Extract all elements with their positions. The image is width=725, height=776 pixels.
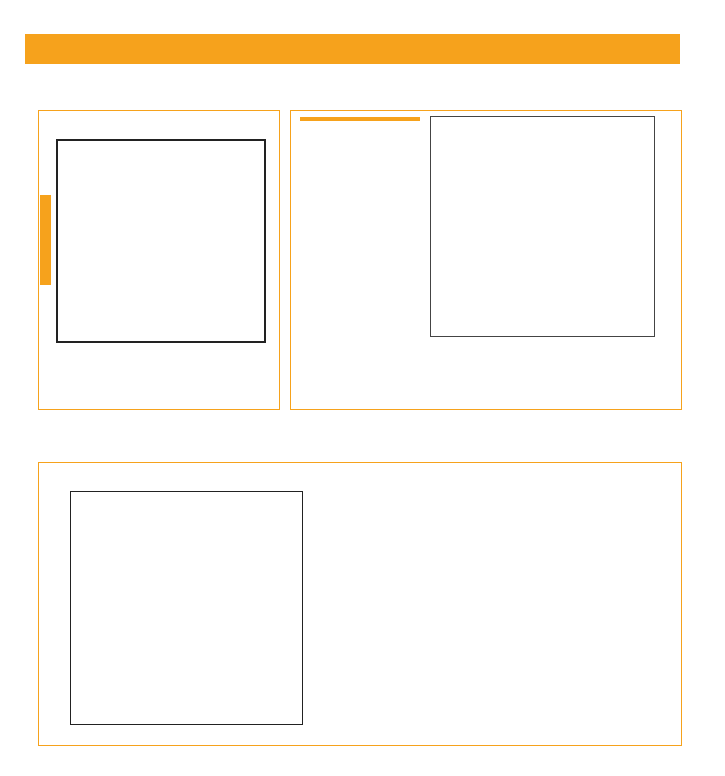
sudoku-grid bbox=[56, 139, 266, 343]
crossword-grid bbox=[70, 491, 303, 725]
clues-horizontal bbox=[314, 489, 484, 491]
mots-caches-theme bbox=[300, 117, 420, 121]
header-banner bbox=[25, 34, 680, 64]
word-search-grid bbox=[430, 116, 655, 337]
clues-vertical bbox=[490, 489, 670, 491]
sudoku-level bbox=[40, 195, 51, 285]
